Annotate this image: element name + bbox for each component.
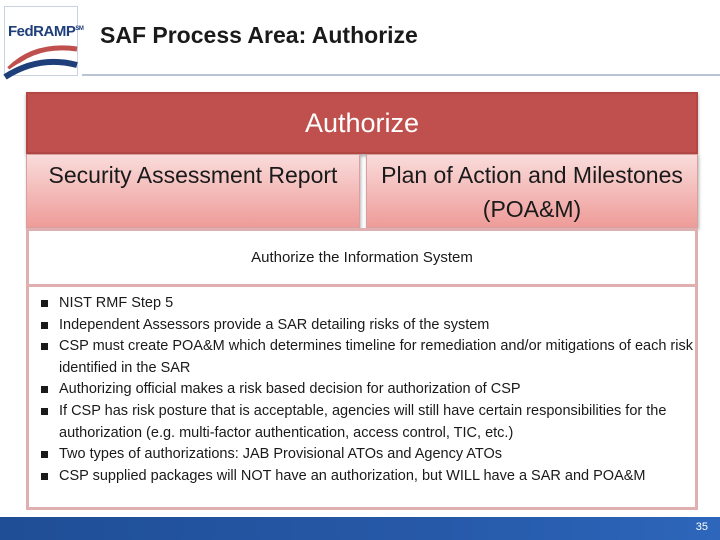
poam-box: Plan of Action and Milestones (POA&M) (366, 154, 698, 228)
footer-bar (0, 517, 720, 540)
list-item: NIST RMF Step 5 (41, 293, 693, 315)
list-item: Independent Assessors provide a SAR detailing risks of the system (41, 315, 693, 337)
bullet-square-icon (41, 451, 48, 458)
list-item: Authorizing official makes a risk based decision for authorization of CSP (41, 379, 693, 401)
bullet-square-icon (41, 408, 48, 415)
authorize-banner: Authorize (26, 92, 698, 154)
list-item: CSP must create POA&M which determines timeline for remediation and/or mitigations of each risk identified in the SAR (41, 336, 693, 379)
fedramp-logo (4, 6, 84, 76)
list-item: If CSP has risk posture that is acceptable, agencies will still have certain responsibilities for the authorization (e.g. multi-factor authentication, access control, TIC, etc.) (41, 401, 693, 444)
bullet-square-icon (41, 300, 48, 307)
bullet-list (41, 293, 693, 487)
content-heading: Authorize the Information System (29, 231, 695, 287)
bullet-square-icon (41, 386, 48, 393)
page-number: 35 (695, 521, 708, 533)
bullet-square-icon (41, 473, 48, 480)
security-assessment-report-box: Security Assessment Report (26, 154, 360, 228)
bullet-square-icon (41, 343, 48, 350)
list-item: CSP supplied packages will NOT have an authorization, but WILL have a SAR and POA&M (41, 466, 693, 488)
list-item: Two types of authorizations: JAB Provisional ATOs and Agency ATOs (41, 444, 693, 466)
page-title: SAF Process Area: Authorize (100, 22, 418, 48)
logo-wordmark: FedRAMP℠ (8, 23, 84, 40)
content-panel (26, 228, 698, 510)
title-divider (82, 74, 720, 76)
logo-stripes-icon (5, 39, 79, 77)
bullet-square-icon (41, 322, 48, 329)
